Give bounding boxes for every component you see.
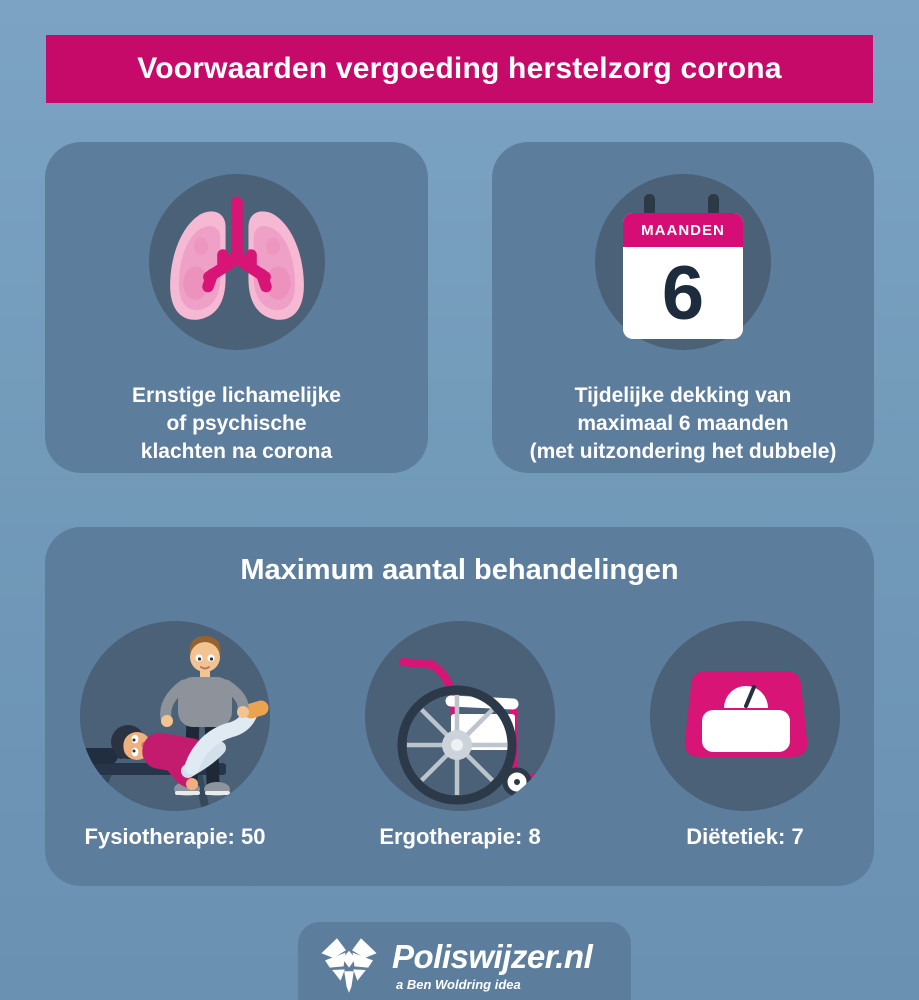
footer-logo-card [298,922,631,1000]
text-line: maximaal 6 maanden [577,412,789,435]
title-banner [46,35,873,103]
text-line: Ernstige lichamelijke [132,384,341,407]
brand-tagline: a Ben Woldring idea [396,977,521,992]
text-line: klachten na corona [140,440,333,463]
treatment-label: Ergotherapie: 8 [379,824,541,849]
poliswijzer-logo-icon [318,934,380,1000]
treatments-title: Maximum aantal behandelingen [240,554,679,586]
lungs-illustration [149,174,325,350]
wheelchair-icon [365,621,555,811]
text-line: of psychische [166,412,307,435]
calendar-sheet [623,213,743,339]
physiotherapy-icon [80,621,270,811]
card-treatments [45,527,874,886]
wheelchair-illustration [365,621,555,811]
treatment-row [55,621,865,850]
physiotherapy-illustration [80,621,270,811]
card-symptoms [45,142,428,473]
lungs-icon [149,174,325,350]
treatment-item-dietetiek [625,621,865,850]
calendar-icon [595,174,771,350]
calendar-header: MAANDEN [623,213,743,247]
treatment-item-fysiotherapie [55,621,295,850]
coverage-text [492,382,874,466]
page-title: Voorwaarden vergoeding herstelzorg corona [137,52,782,85]
treatment-label: Fysiotherapie: 50 [84,824,266,849]
brand-name: Poliswijzer.nl [392,938,593,975]
calendar-number: 6 [661,250,705,336]
brand-block [392,940,592,992]
treatment-label: Diëtetiek: 7 [686,824,804,849]
symptoms-text [45,382,428,466]
card-coverage [492,142,874,473]
weight-scale-icon [650,621,840,811]
text-line: Tijdelijke dekking van [574,384,792,407]
weight-scale-illustration [650,621,840,811]
treatment-item-ergotherapie [340,621,580,850]
text-line: (met uitzondering het dubbele) [529,440,837,463]
